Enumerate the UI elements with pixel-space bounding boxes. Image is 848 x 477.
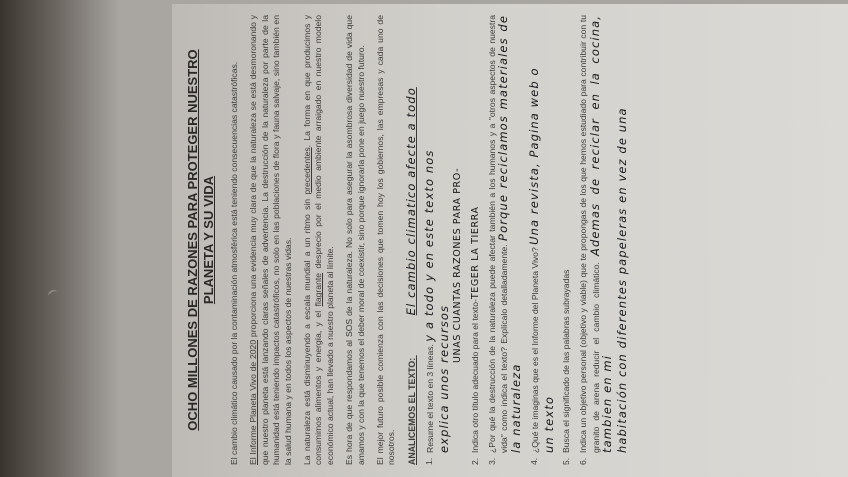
paragraph-3 — [302, 15, 336, 465]
question-text: Resume el texto en 3 líneas. — [425, 344, 436, 453]
question-2 — [470, 15, 481, 465]
handwritten-answer-6-a: Ademas de reciclar en la cocina, tambien en mi — [587, 15, 615, 453]
paragraph-3-c: desprecio por el medio ambiente arraigado en nuestro modelo económico actual, han llevado a nuestro planeta al límite. — [313, 15, 335, 465]
worksheet-paper — [172, 4, 848, 477]
underlined-flagrante: flagrante — [313, 272, 324, 307]
question-number: 6. — [578, 457, 589, 465]
question-number: 2. — [469, 457, 480, 465]
worksheet-content — [185, 15, 835, 465]
handwritten-answer-1-top: El cambio climatico afecte a todo — [403, 87, 418, 316]
paragraph-3-a: La naturaleza está disminuyendo a escala mundial a un ritmo sin — [302, 194, 313, 465]
question-text: ¿Por qué la destrucción de la naturaleza puede afectar también a los humanos y a "otros aspectos de nuestra vida" como indica el texto? Explícalo detalladamente. — [486, 15, 510, 453]
question-number: 3. — [486, 457, 497, 465]
question-3 — [487, 15, 523, 465]
question-4 — [529, 15, 555, 465]
handwritten-answer-4-b: un texto — [541, 396, 556, 453]
handwritten-answer-1-line-1: y a todo y en este texto nos — [422, 149, 437, 342]
question-5 — [561, 15, 572, 465]
question-1 — [424, 15, 463, 465]
question-6 — [578, 15, 628, 465]
underlined-informe: El Informe Planeta Vivo de 2020 — [248, 339, 259, 465]
question-number: 4. — [529, 457, 540, 465]
handwritten-answer-3: Porque reciclamos materiales de la naturaleza — [496, 14, 523, 453]
question-number: 5. — [560, 457, 571, 465]
handwritten-answer-1-line-3: UNAS CUANTAS RAZONES PARA PRO- — [452, 167, 464, 363]
title-line-2: PLANETA Y SU VIDA — [201, 175, 216, 305]
handwritten-answer-2: TEGER LA TIERRA — [469, 206, 481, 300]
paragraph-2 — [248, 15, 294, 465]
paragraph-5: El mejor futuro posible comienza con las decisiones que tomen hoy los gobiernos, las empresas y cada uno de nosotros. — [375, 15, 397, 465]
question-text: ¿Qué te imaginas que es el Informe del Planeta Vivo? — [530, 247, 541, 453]
paragraph-4: Es hora de que respondamos al SOS de la naturaleza. No solo para asegurar la asombrosa diversidad de vida que amamos y con la que tenemos el deber moral de coexistir, sino porque ignorarla pone en juego nuestro futuro. — [344, 15, 366, 465]
paragraph-3-b: . La forma en que producimos y consumimos alimentos y energía, y el — [302, 15, 324, 465]
margin-mark — [47, 288, 59, 299]
paragraph-2-text: proporciona una evidencia muy clara de que la naturaleza se está desmoronando y que nuestro planeta está lanzando claras señales de advertencia. La destrucción de la naturaleza por parte de la humanidad está teniendo impactos catastróficos, no solo en las poblaciones de flora y fauna salvaje, sino también en la salud humana y en todos los aspectos de nuestras vidas. — [248, 15, 293, 465]
question-text: Indica un objetivo personal (objetivo y viable) que te propongas de los que hemos estudiado para contribuir con tu granito de arena reducir el cambio climático. — [578, 15, 601, 453]
question-number: 1. — [424, 457, 435, 465]
underlined-precedentes: precedentes — [302, 147, 313, 195]
title-line-1: OCHO MILLONES DE RAZONES PARA PROTEGER NUESTRO — [185, 49, 200, 431]
paragraph-1: El cambio climático causado por la contaminación atmosférica está teniendo consecuencias catastróficas. — [229, 61, 239, 465]
question-text: Busca el significado de las palabras subrayadas — [560, 269, 571, 453]
section-heading-text: ANALICEMOS EL TEXTO: — [406, 357, 417, 465]
handwritten-answer-6-b: habitación con diferentes papeleras en vez de una — [614, 107, 629, 453]
question-text: Indica otro título adecuado para el texto- — [469, 299, 480, 453]
handwritten-answer-1-line-2: explica unos recursos — [436, 304, 451, 453]
handwritten-answer-4-a: Una revista, Pagina web o — [527, 67, 542, 245]
section-heading — [403, 15, 418, 465]
